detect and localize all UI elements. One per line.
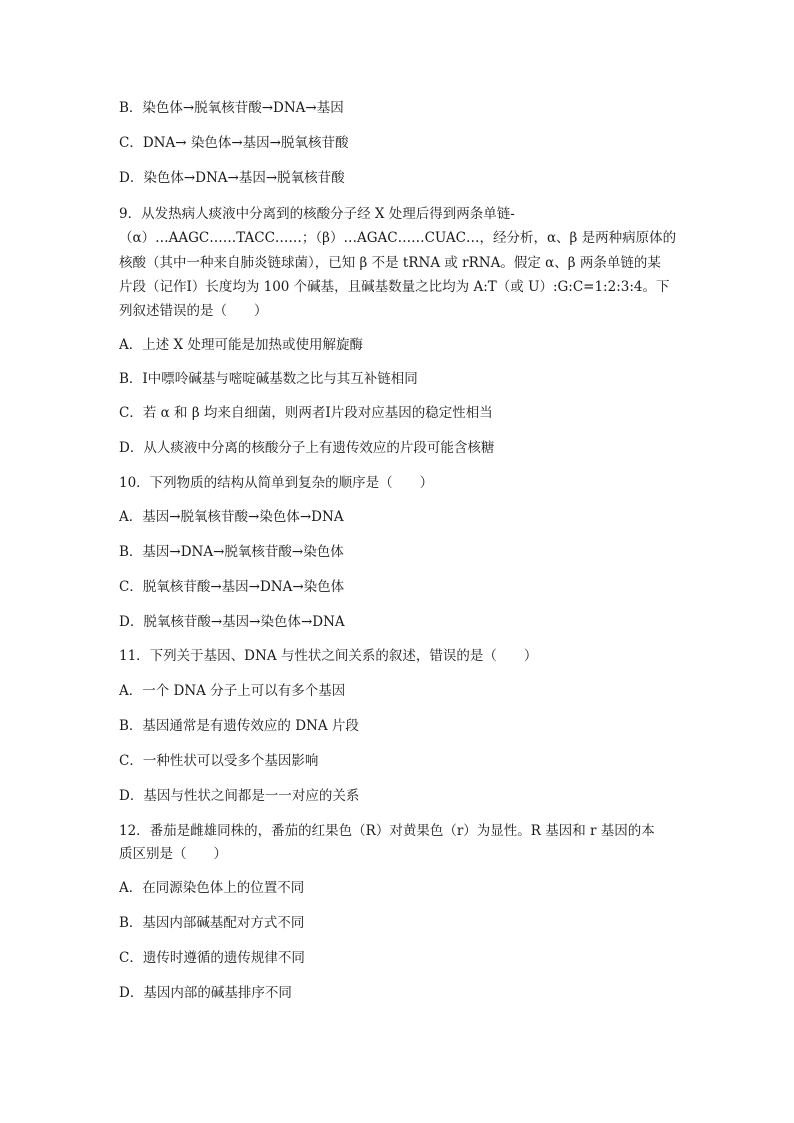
q10-option-a: A．基因→脱氧核苷酸→染色体→DNA bbox=[119, 509, 344, 525]
q8-option-d: D．染色体→DNA→基因→脱氧核苷酸 bbox=[119, 170, 345, 186]
q9-stem-line-5: 列叙述错误的是（ ） bbox=[119, 303, 268, 319]
q8-option-c: C．DNA→ 染色体→基因→脱氧核苷酸 bbox=[119, 135, 349, 151]
q9-stem-line-2: （α）…AAGC……TACC……；（β）…AGAC……CUAC…，经分析，α、β 是两种病原体的 bbox=[119, 230, 677, 246]
q8-option-b: B．染色体→脱氧核苷酸→DNA→基因 bbox=[119, 100, 344, 116]
q12-option-d: D．基因内部的碱基排序不同 bbox=[119, 985, 292, 1001]
q10-option-c: C．脱氧核苷酸→基因→DNA→染色体 bbox=[119, 579, 345, 595]
q11-stem: 11．下列关于基因、DNA 与性状之间关系的叙述，错误的是（ ） bbox=[119, 648, 538, 664]
q9-option-a: A．上述 X 处理可能是加热或使用解旋酶 bbox=[119, 337, 363, 353]
q10-stem: 10．下列物质的结构从简单到复杂的顺序是（ ） bbox=[119, 475, 434, 491]
q9-option-b: B．Ⅰ中嘌呤碱基与嘧啶碱基数之比与其互补链相同 bbox=[119, 371, 418, 387]
q12-option-b: B．基因内部碱基配对方式不同 bbox=[119, 915, 305, 931]
q11-option-a: A．一个 DNA 分子上可以有多个基因 bbox=[119, 683, 346, 699]
q9-option-c: C．若 α 和 β 均来自细菌，则两者Ⅰ片段对应基因的稳定性相当 bbox=[119, 405, 493, 421]
q9-stem-line-3: 核酸（其中一种来自肺炎链球菌），已知 β 不是 tRNA 或 rRNA。假定 α、β 两条单链的某 bbox=[119, 255, 661, 271]
q11-option-b: B．基因通常是有遗传效应的 DNA 片段 bbox=[119, 718, 359, 734]
q12-stem-line-2: 质区别是（ ） bbox=[119, 846, 227, 862]
q11-option-c: C．一种性状可以受多个基因影响 bbox=[119, 753, 319, 769]
q9-option-d: D．从人痰液中分离的核酸分子上有遗传效应的片段可能含核糖 bbox=[119, 440, 495, 456]
q10-option-d: D．脱氧核苷酸→基因→染色体→DNA bbox=[119, 614, 345, 630]
q12-option-c: C．遗传时遵循的遗传规律不同 bbox=[119, 950, 305, 966]
q9-stem-line-4: 片段（记作Ⅰ）长度均为 100 个碱基，且碱基数量之比均为 A:T（或 U）:G:C=1:2:3:4。下 bbox=[119, 279, 670, 295]
q11-option-d: D．基因与性状之间都是一一对应的关系 bbox=[119, 788, 360, 804]
q12-option-a: A．在同源染色体上的位置不同 bbox=[119, 880, 305, 896]
q12-stem-line-1: 12．番茄是雌雄同株的，番茄的红果色（R）对黄果色（r）为显性。R 基因和 r 基因的本 bbox=[119, 823, 655, 839]
q10-option-b: B．基因→DNA→脱氧核苷酸→染色体 bbox=[119, 544, 344, 560]
q9-stem-line-1: 9．从发热病人痰液中分离到的核酸分子经 X 处理后得到两条单链- bbox=[119, 206, 515, 222]
